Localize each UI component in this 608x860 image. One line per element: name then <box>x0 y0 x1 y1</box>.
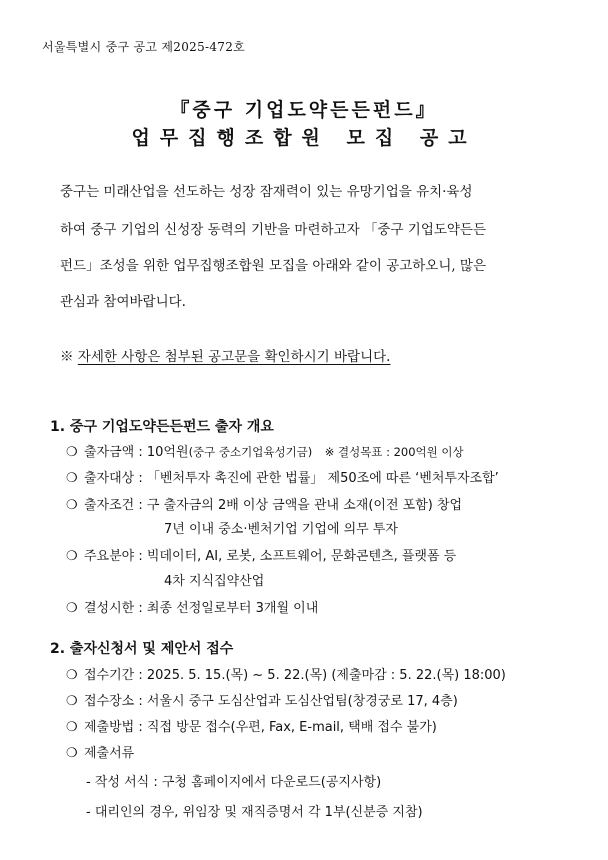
item-value: 2025. 5. 15.(목) ~ 5. 22.(목) (제출마감 : 5. 22.(목) 18:00) <box>146 668 506 683</box>
intro-line-1: 중구는 미래산업을 선도하는 성장 잠재력이 있는 유망기업을 유치·육성 <box>60 184 473 200</box>
sub-item-form: - 작성 서식 : 구청 홈페이지에서 다운로드(공지사항) <box>86 775 382 790</box>
list-item-field-cont: 4차 지식집약산업 <box>164 574 265 589</box>
section2-heading: 2. 출자신청서 및 제안서 접수 <box>50 641 234 657</box>
section1-heading: 1. 중구 기업도약든든펀드 출자 개요 <box>50 419 274 435</box>
list-item-condition-cont: 7년 이내 중소·벤처기업 기업에 의무 투자 <box>164 522 398 537</box>
bullet-icon: ❍ <box>66 445 78 460</box>
note-mark: ※ <box>60 349 78 365</box>
item-label: 접수기간 : <box>84 668 147 683</box>
item-value: 최종 선정일로부터 3개월 이내 <box>146 601 319 616</box>
bullet-icon: ❍ <box>66 601 78 616</box>
item-label: 주요분야 : <box>84 549 147 564</box>
bullet-icon: ❍ <box>66 471 78 486</box>
title-recruitment: 업무집행조합원 모집 공고 <box>131 127 477 149</box>
item-label: 제출서류 <box>84 746 135 761</box>
list-item-deadline <box>66 597 318 616</box>
item-value: 구 출자금의 2배 이상 금액을 관내 소재(이전 포함) 창업 <box>146 498 463 513</box>
bullet-icon: ❍ <box>66 498 78 513</box>
item-sub: (중구 중소기업육성기금) <box>188 445 313 459</box>
bullet-icon: ❍ <box>66 746 78 761</box>
attachment-note <box>60 345 390 365</box>
item-label: 접수장소 : <box>84 694 147 709</box>
list-item-period <box>66 664 506 683</box>
item-value: 10억원 <box>146 445 189 460</box>
list-item-amount <box>66 441 464 460</box>
item-label: 출자대상 : <box>84 471 147 486</box>
list-item-target <box>66 467 499 486</box>
bullet-icon: ❍ <box>66 694 78 709</box>
bullet-icon: ❍ <box>66 668 78 683</box>
list-item-field <box>66 545 456 564</box>
item-label: 제출방법 : <box>84 720 147 735</box>
intro-line-3: 펀드」조성을 위한 업무집행조합원 모집을 아래와 같이 공고하오니, 많은 <box>60 258 487 274</box>
item-label: 출자조건 : <box>84 498 147 513</box>
item-label: 결성시한 : <box>84 601 147 616</box>
item-extra: ※ 결성목표 : 200억원 이상 <box>324 445 464 459</box>
item-value: 서울시 중구 도심산업과 도심산업팀(창경궁로 17, 4층) <box>146 694 458 709</box>
item-value: 빅데이터, AI, 로봇, 소프트웨어, 문화콘텐츠, 플랫폼 등 <box>146 549 457 564</box>
intro-line-2: 하여 중구 기업의 신성장 동력의 기반을 마련하고자 「중구 기업도약든든 <box>60 222 487 238</box>
item-label: 출자금액 : <box>84 445 147 460</box>
list-item-condition <box>66 494 462 513</box>
list-item-documents <box>66 742 134 761</box>
intro-line-4: 관심과 참여바랍니다. <box>60 294 186 310</box>
bullet-icon: ❍ <box>66 549 78 564</box>
bullet-icon: ❍ <box>66 720 78 735</box>
item-value: 「벤처투자 촉진에 관한 법률」 제50조에 따른 ‘벤처투자조합’ <box>146 471 499 486</box>
item-value: 직접 방문 접수(우편, Fax, E-mail, 택배 접수 불가) <box>146 720 437 735</box>
list-item-place <box>66 690 458 709</box>
title-fund-name: 『중구 기업도약든든펀드』 <box>170 99 438 121</box>
sub-item-proxy: - 대리인의 경우, 위임장 및 재직증명서 각 1부(신분증 지참) <box>86 805 423 820</box>
notice-number: 서울특별시 중구 공고 제2025-472호 <box>42 40 246 54</box>
note-text: 자세한 사항은 첨부된 공고문을 확인하시기 바랍니다. <box>77 349 391 365</box>
list-item-method <box>66 716 437 735</box>
